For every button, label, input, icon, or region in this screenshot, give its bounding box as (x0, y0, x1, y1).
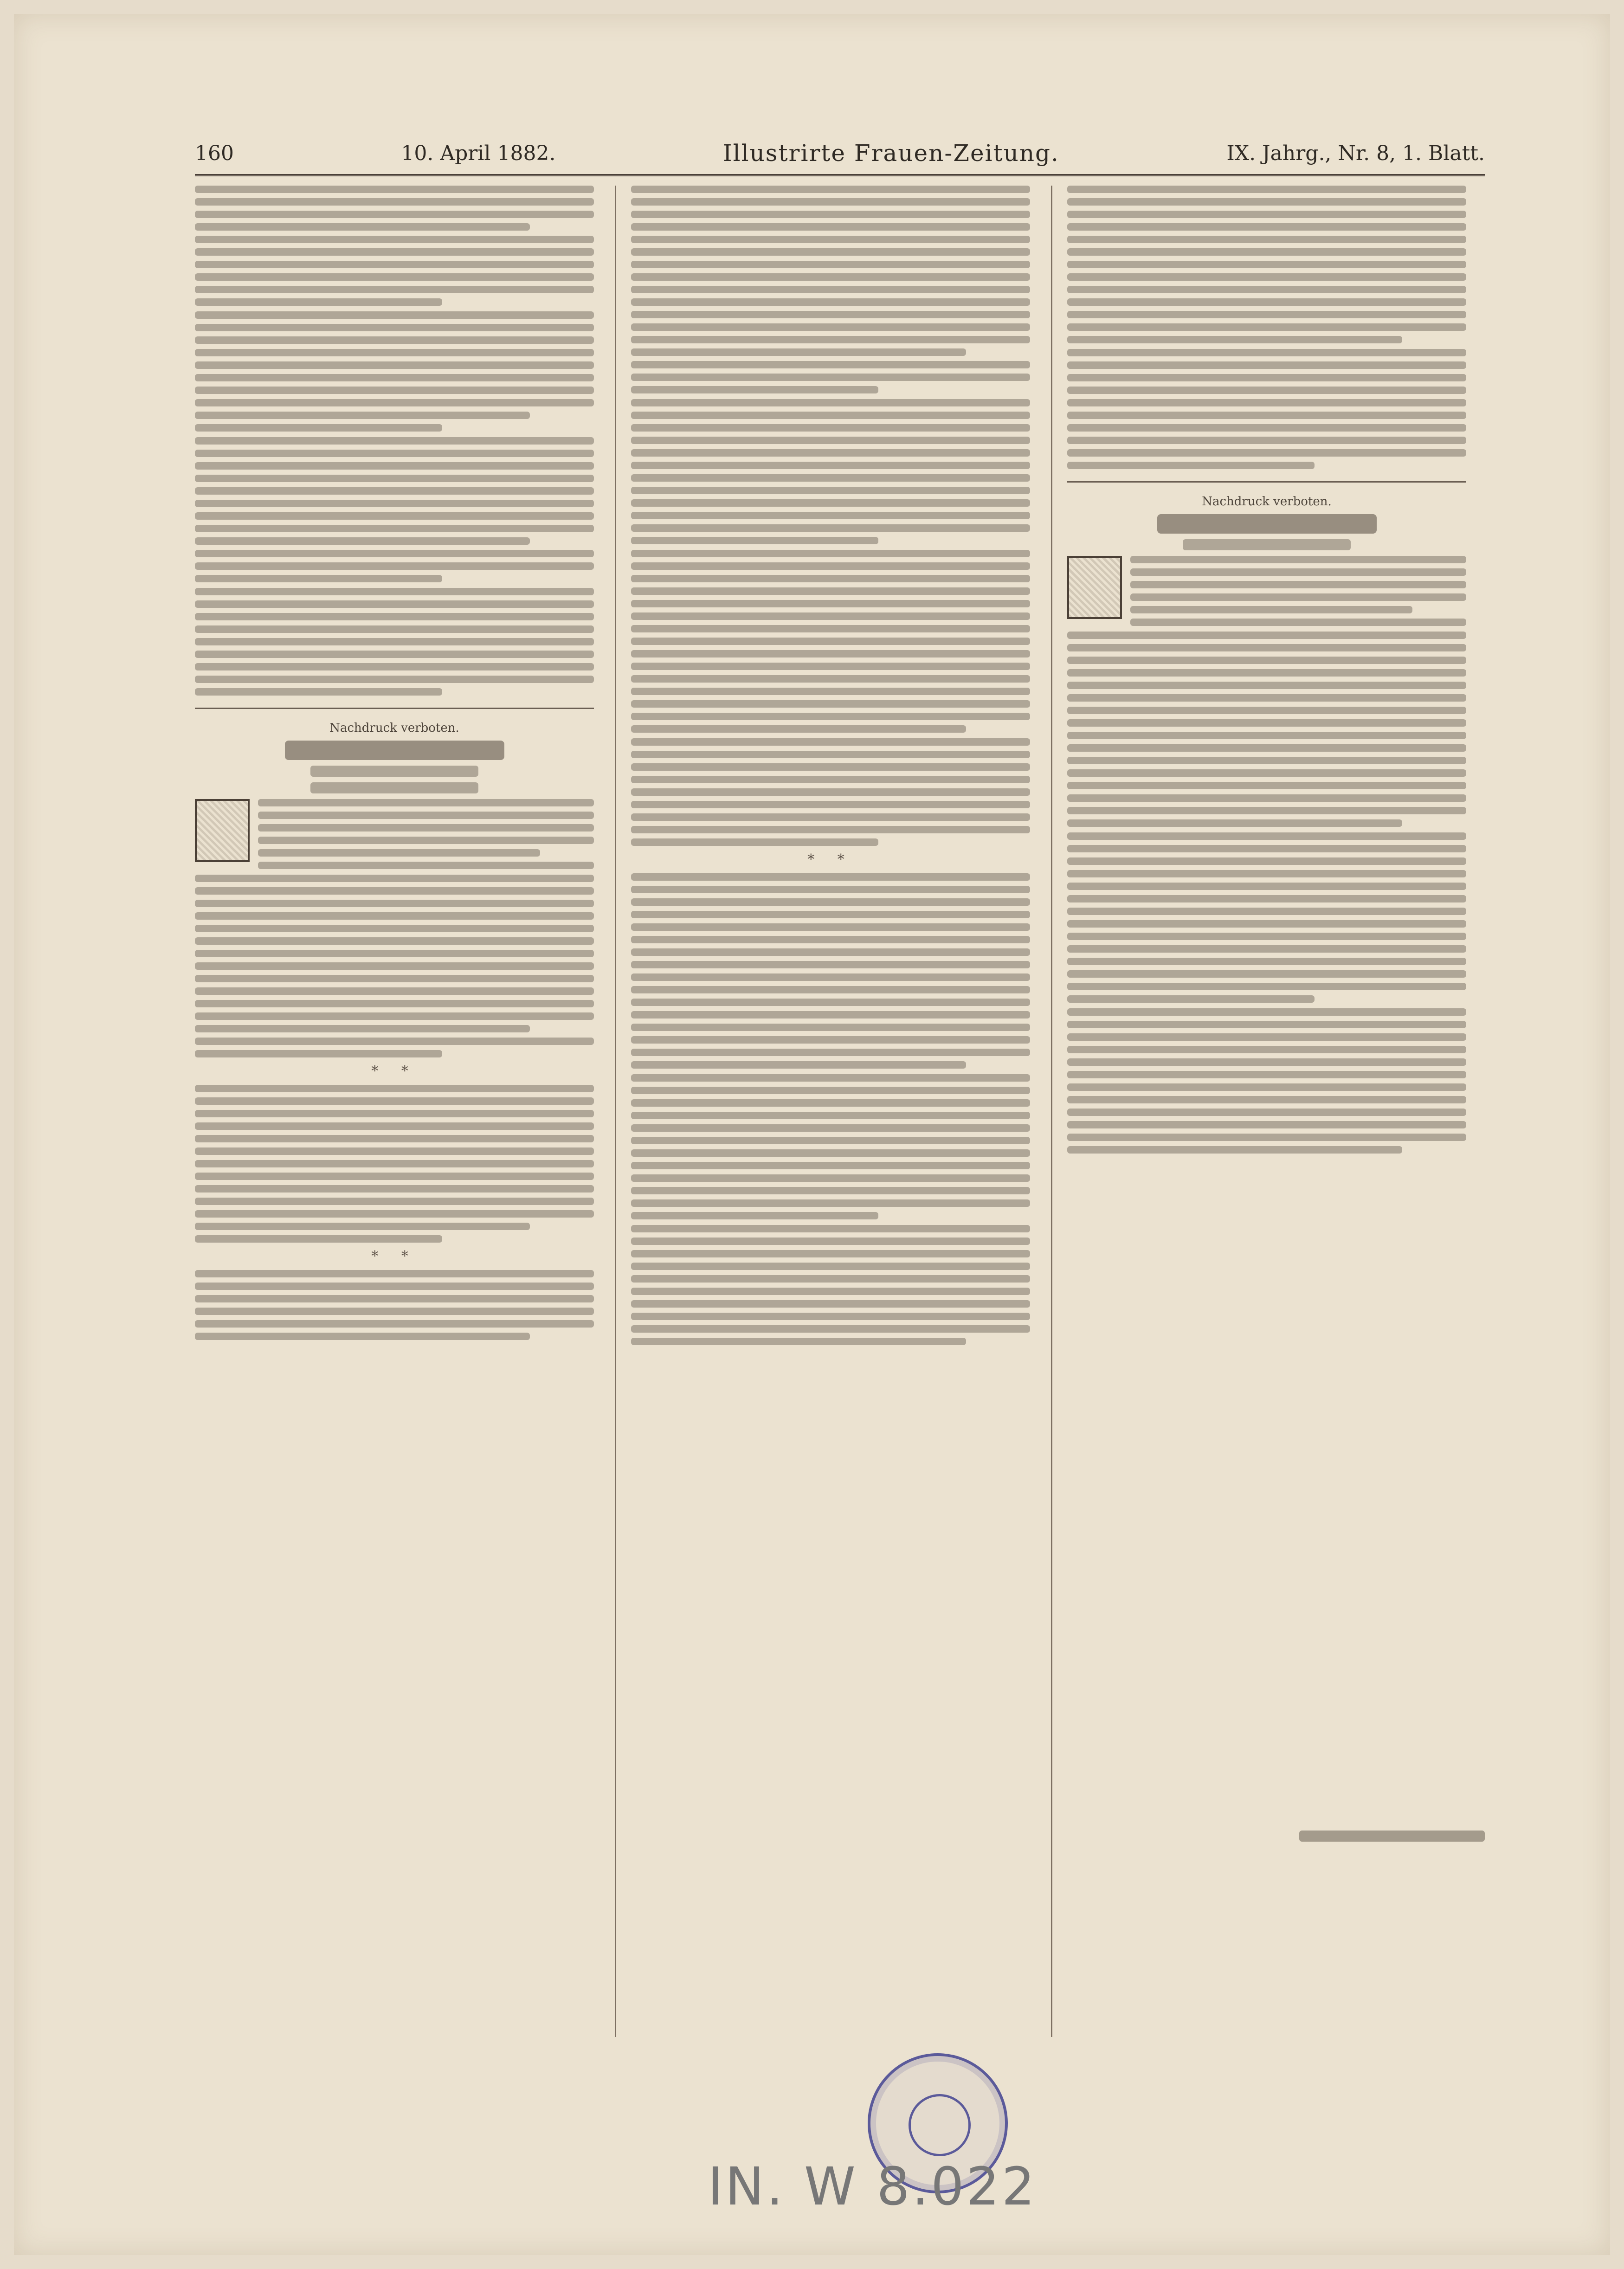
article-paragraph (631, 1074, 1030, 1219)
reprint-notice: Nachdruck verboten. (329, 721, 459, 735)
article-paragraph (631, 738, 1030, 846)
section-stars: * * (371, 1248, 418, 1264)
publication-title: Illustrirte Frauen-Zeitung. (722, 140, 1059, 167)
section-stars: * * (807, 851, 854, 868)
section-stars: * * (371, 1063, 418, 1079)
article-paragraph (631, 186, 1030, 393)
article-opening (1067, 556, 1466, 626)
drop-cap (195, 799, 250, 862)
section-divider (1067, 481, 1466, 483)
page-number: 160 (195, 141, 234, 165)
article-paragraph (1067, 186, 1466, 343)
article-author (310, 766, 478, 777)
article-paragraph (631, 1225, 1030, 1345)
article-paragraph (1067, 1008, 1466, 1154)
article-paragraph (631, 550, 1030, 733)
article-subtitle (310, 782, 478, 793)
article-paragraph (631, 399, 1030, 544)
article-paragraph (631, 873, 1030, 1069)
article-paragraph (195, 311, 594, 432)
column-divider (615, 186, 616, 2037)
drop-cap (1067, 556, 1122, 619)
article-opening (195, 799, 594, 869)
continued-note (1299, 1831, 1485, 1842)
issue-label: IX. Jahrg., Nr. 8, 1. Blatt. (1226, 141, 1485, 165)
article-paragraph (1067, 632, 1466, 827)
middle-column (631, 186, 1030, 2028)
article-paragraph (195, 186, 594, 306)
article-paragraph (195, 437, 594, 582)
article-title (285, 741, 504, 760)
column-divider (1051, 186, 1052, 2037)
reprint-notice: Nachdruck verboten. (1202, 495, 1332, 509)
left-column (195, 186, 594, 2204)
masthead (195, 132, 1485, 176)
article-paragraph (195, 875, 594, 1057)
newspaper-page (14, 14, 1610, 2255)
issue-date: 10. April 1882. (401, 141, 556, 165)
right-column (1067, 186, 1466, 1791)
section-divider (195, 708, 594, 709)
article-paragraph (1067, 832, 1466, 1003)
article-paragraph (195, 588, 594, 696)
inventory-number: IN. W 8.022 (708, 2157, 1037, 2217)
article-title (1157, 514, 1377, 534)
article-author (1183, 539, 1350, 550)
article-paragraph (195, 1085, 594, 1243)
article-paragraph (1067, 349, 1466, 469)
article-paragraph (195, 1270, 594, 1340)
